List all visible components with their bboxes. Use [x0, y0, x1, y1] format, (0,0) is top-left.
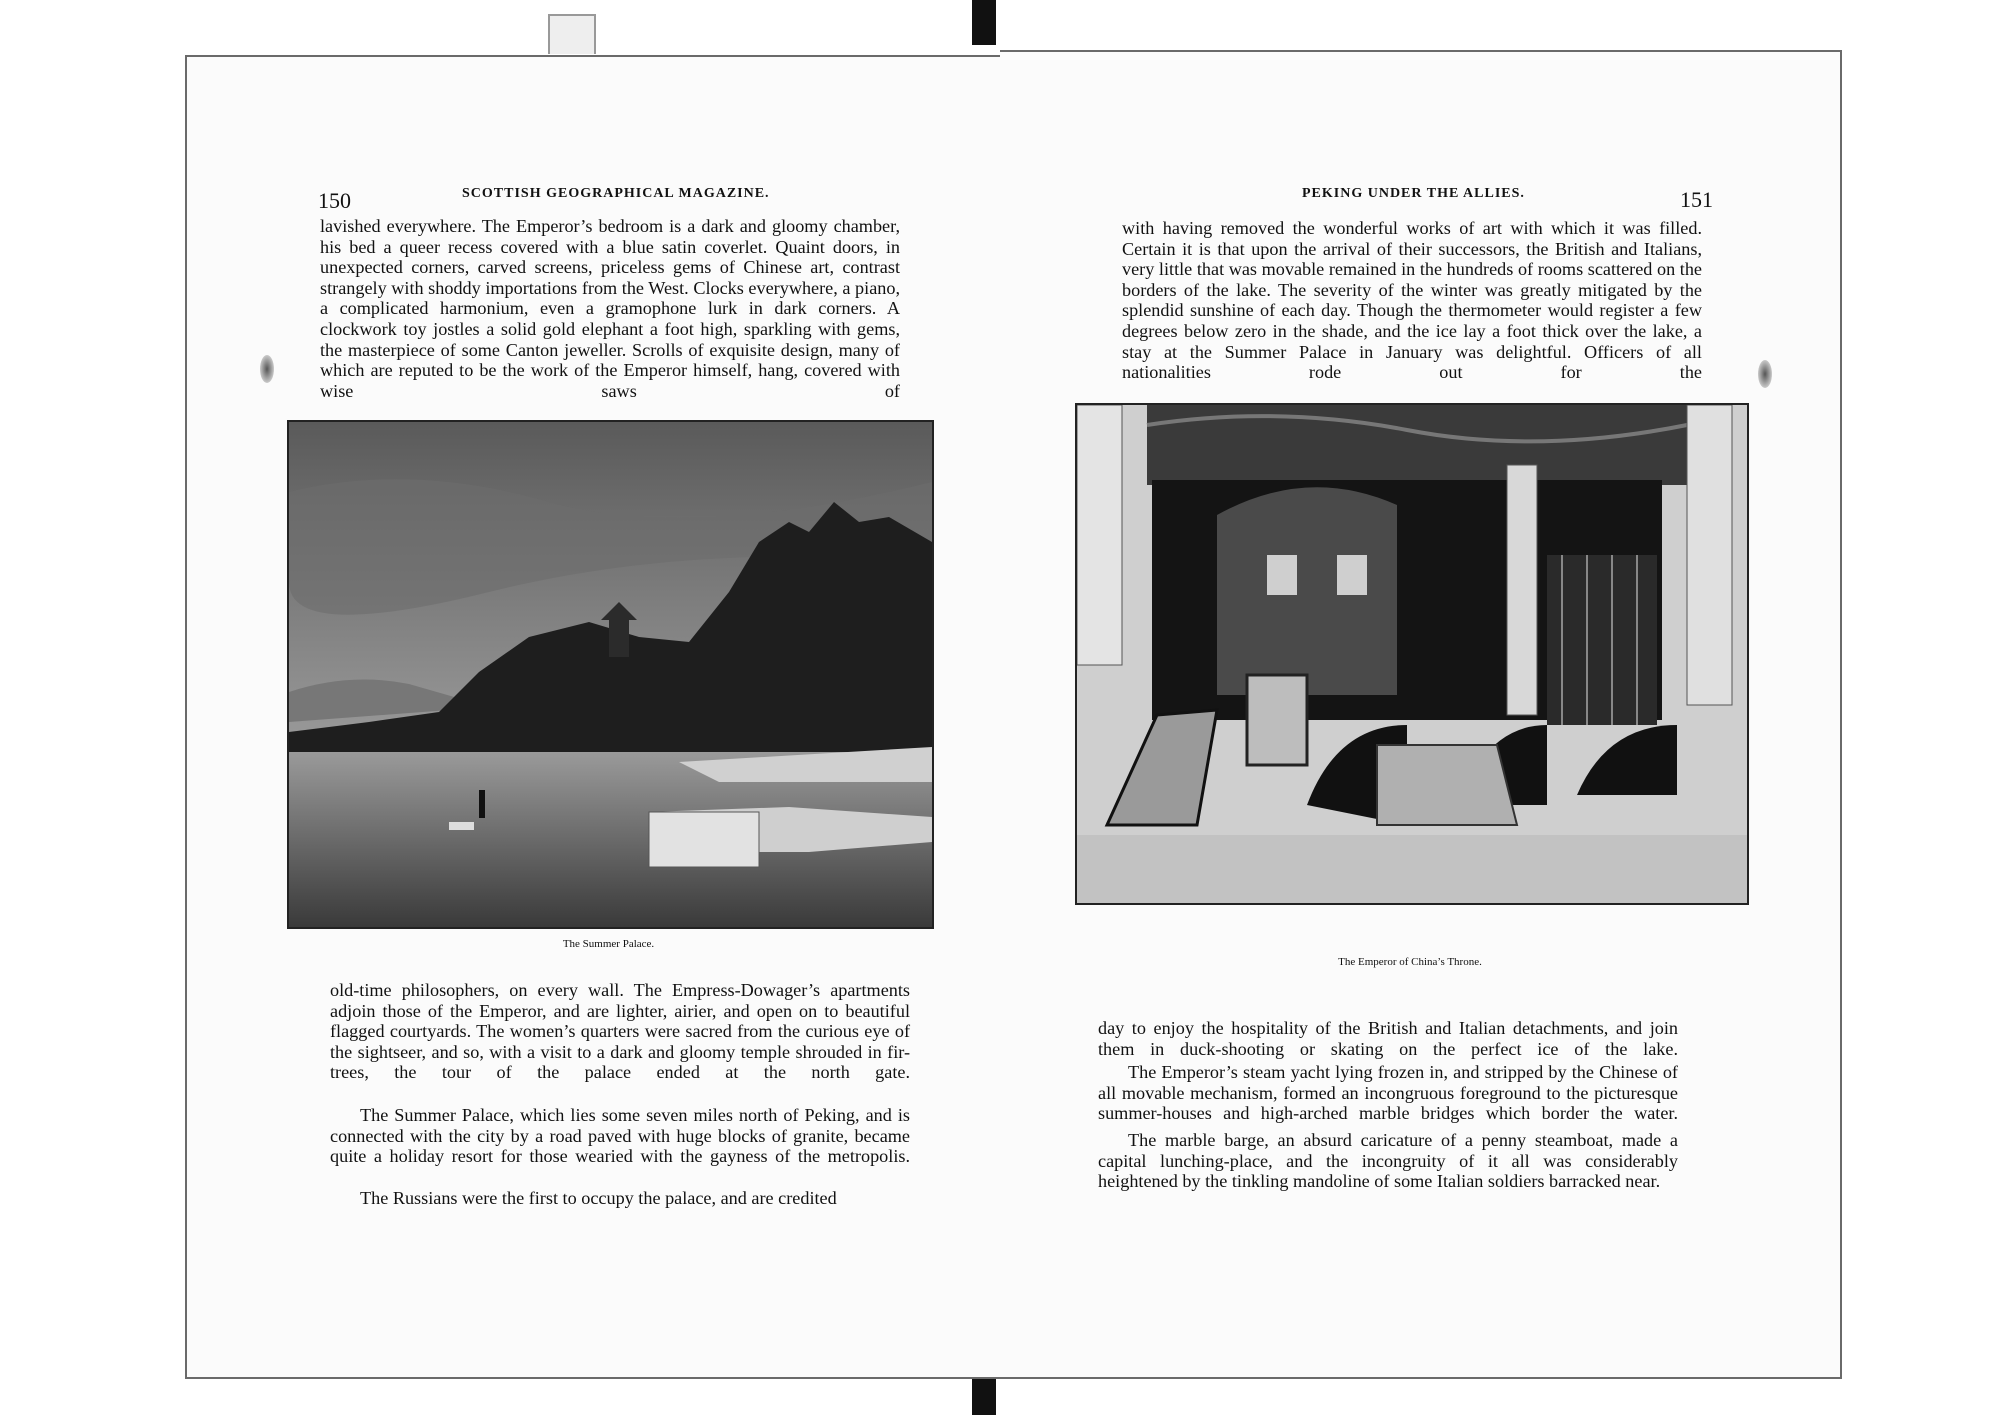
right-paragraph-barge: The marble barge, an absurd caricature of a penny steamboat, made a capital lunching-place, and the incongruity of it all was considerably heightened by the tinkling mandoline of some Italian soldiers barracked near.: [1098, 1130, 1678, 1192]
summer-palace-image: [289, 422, 932, 927]
book-gutter-top: [972, 0, 996, 45]
throne-image: [1077, 405, 1747, 903]
right-paragraph-yacht: The Emperor’s steam yacht lying frozen in, and stripped by the Chinese of all movable mechanism, formed an incongruous foreground to the picturesque summer-houses and high-arched marble bridges which border the water.: [1098, 1062, 1678, 1124]
left-paragraph-continued: old-time philosophers, on every wall. The Empress-Dowager’s apartments adjoin those of the Emperor, and are lighter, airier, and open on to beautiful flagged courtyards. The women’s quarters were sacred from the curious eye of the sightseer, and so, with a visit to a dark and gloomy temple shrouded in fir-trees, the tour of the palace ended at the north gate.: [330, 980, 910, 1083]
right-paragraph-top: with having removed the wonderful works of art with which it was filled. Certain it is that upon the arrival of their successors, the British and Italians, very little that was movable remained in the hundreds of rooms scattered on the borders of the lake. The severity of the winter was greatly mitigated by the splendid sunshine of each day. Though the thermometer would register a few degrees below zero in the shade, and the ice lay a foot thick over the lake, a stay at the Summer Palace in January was delightful. Officers of all nationalities rode out for the: [1122, 218, 1702, 383]
throne-photo: [1075, 403, 1749, 905]
scan-smudge-right: [1758, 360, 1772, 388]
left-paragraph-summer-palace: The Summer Palace, which lies some seven miles north of Peking, and is connected with the city by a road paved with huge blocks of granite, became quite a holiday resort for those wearied with the gayness of the metropolis.: [330, 1105, 910, 1167]
summer-palace-photo: [287, 420, 934, 929]
scan-smudge-left: [260, 355, 274, 383]
right-running-head: PEKING UNDER THE ALLIES.: [1302, 186, 1525, 201]
throne-caption: The Emperor of China’s Throne.: [1338, 956, 1482, 968]
right-page-number: 151: [1680, 187, 1713, 212]
left-paragraph-russians: The Russians were the first to occupy the palace, and are credited: [360, 1188, 837, 1208]
left-paragraph-top: lavished everywhere. The Emperor’s bedroom is a dark and gloomy chamber, his bed a queer recess covered with a blue satin coverlet. Quaint doors, in unexpected corners, carved screens, priceless gems of Chinese art, contrast strangely with shoddy importations from the West. Clocks everywhere, a piano, a complicated harmonium, even a gramophone lurk in dark corners. A clockwork toy jostles a solid gold elephant a foot high, sparkling with gems, the masterpiece of some Canton jeweller. Scrolls of exquisite design, many of which are reputed to be the work of the Emperor himself, hang, covered with wise saws of: [320, 216, 900, 401]
page-tab: [548, 14, 596, 54]
summer-palace-caption: The Summer Palace.: [562, 938, 655, 950]
left-page-number: 150: [318, 188, 351, 213]
right-paragraph-continued: day to enjoy the hospitality of the British and Italian detachments, and join them in duck-shooting or skating on the perfect ice of the lake.: [1098, 1018, 1678, 1059]
left-running-head: SCOTTISH GEOGRAPHICAL MAGAZINE.: [462, 186, 770, 201]
